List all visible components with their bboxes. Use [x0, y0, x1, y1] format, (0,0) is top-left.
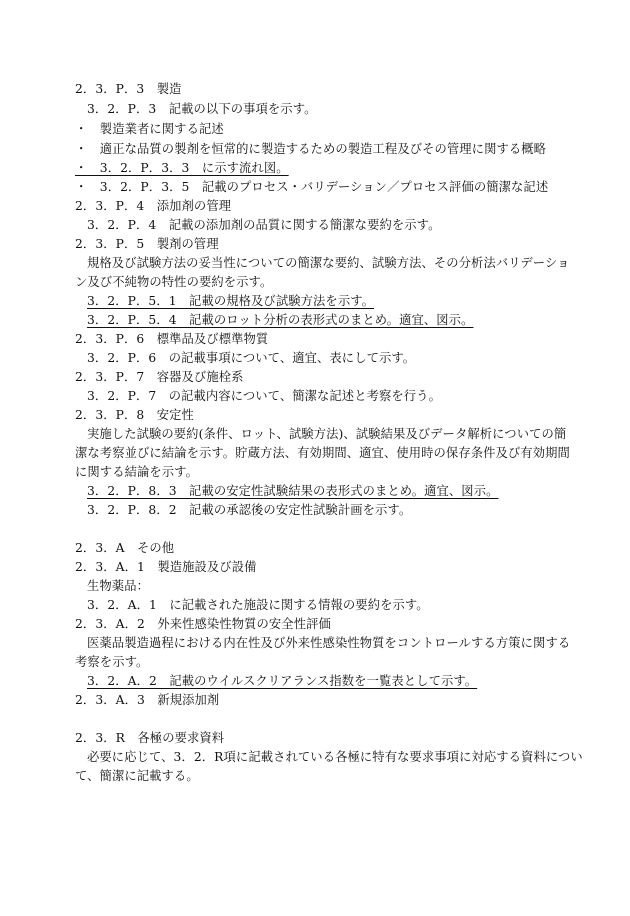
section-heading-2-3-a-1: 2．3．A．1 製造施設及び設備 [75, 560, 257, 574]
paragraph-line: 必要に応じて、3．2．R項に記載されている各極に特有な要求事項に対応する資料につい [87, 750, 583, 764]
paragraph-line: 実施した試験の要約(条件、ロット、試験方法)、試験結果及びデータ解析についての簡 [87, 427, 567, 441]
paragraph-line: 医薬品製造過程における内在性及び外来性感染性物質をコントロールする方策に関する [87, 636, 571, 650]
paragraph-line: て、簡潔に記載する。 [75, 769, 199, 783]
paragraph-line-underlined: 3．2．P．5．4 記載のロット分析の表形式のまとめ。適宜、図示。 [87, 313, 474, 327]
section-heading-2-3-p-3: 2．3．P．3 製造 [75, 82, 182, 96]
paragraph-line: 考察を示す。 [75, 655, 149, 669]
section-heading-2-3-p-5: 2．3．P．5 製剤の管理 [75, 237, 219, 251]
paragraph-line-underlined: 3．2．P．8．3 記載の安定性試験結果の表形式のまとめ。適宜、図示。 [87, 484, 499, 498]
section-heading-2-3-p-6: 2．3．P．6 標準品及び標準物質 [75, 332, 269, 346]
section-heading-2-3-a: 2．3．A その他 [75, 541, 175, 555]
paragraph-line: 生物薬品： [87, 579, 149, 593]
bullet-item: ・ 製造業者に関する記述 [75, 122, 224, 136]
section-heading-2-3-p-7: 2．3．P．7 容器及び施栓系 [75, 370, 244, 384]
paragraph-line: に関する結論を示す。 [75, 465, 198, 479]
paragraph-line: 規格及び試験方法の妥当性についての簡潔な要約、試験方法、その分析法バリデーショ [87, 256, 570, 270]
paragraph-line-underlined: 3．2．P．5．1 記載の規格及び試験方法を示す。 [87, 294, 375, 308]
paragraph-line: 3．2．P．6 の記載事項について、適宜、表にして示す。 [87, 351, 416, 365]
paragraph-line: 3．2．P．8．2 記載の承認後の安定性試験計画を示す。 [87, 503, 412, 517]
paragraph-line-underlined: 3．2．A．2 記載のウイルスクリアランス指数を一覧表として示す。 [87, 674, 478, 688]
paragraph-line: 3．2．A．1 に記載された施設に関する情報の要約を示す。 [87, 598, 429, 612]
section-heading-2-3-a-2: 2．3．A．2 外来性感染性物質の安全性評価 [75, 617, 331, 631]
paragraph-line: 3．2．P．4 記載の添加剤の品質に関する簡潔な要約を示す。 [87, 218, 441, 232]
paragraph-line: 3．2．P．7 の記載内容について、簡潔な記述と考察を行う。 [87, 389, 441, 403]
bullet-item: ・ 適正な品質の製剤を恒常的に製造するための製造工程及びその管理に関する概略 [75, 142, 547, 156]
paragraph-line: ン及び不純物の特性の要約を示す。 [75, 275, 273, 289]
bullet-item: ・ 3．2．P．3．5 記載のプロセス・バリデーション／プロセス評価の簡潔な記述 [75, 180, 549, 194]
section-heading-2-3-a-3: 2．3．A．3 新規添加剤 [75, 693, 220, 707]
paragraph-line: 3．2．P．3 記載の以下の事項を示す。 [87, 102, 317, 116]
paragraph-line: 潔な考察並びに結論を示す。貯蔵方法、有効期間、適宜、使用時の保存条件及び有効期間 [75, 446, 570, 460]
bullet-item-underlined: ・ 3．2．P．3．3 に示す流れ図。 [75, 161, 289, 175]
section-heading-2-3-p-4: 2．3．P．4 添加剤の管理 [75, 199, 232, 213]
section-heading-2-3-r: 2．3．R 各極の要求資料 [75, 731, 225, 745]
section-heading-2-3-p-8: 2．3．P．8 安定性 [75, 408, 194, 422]
